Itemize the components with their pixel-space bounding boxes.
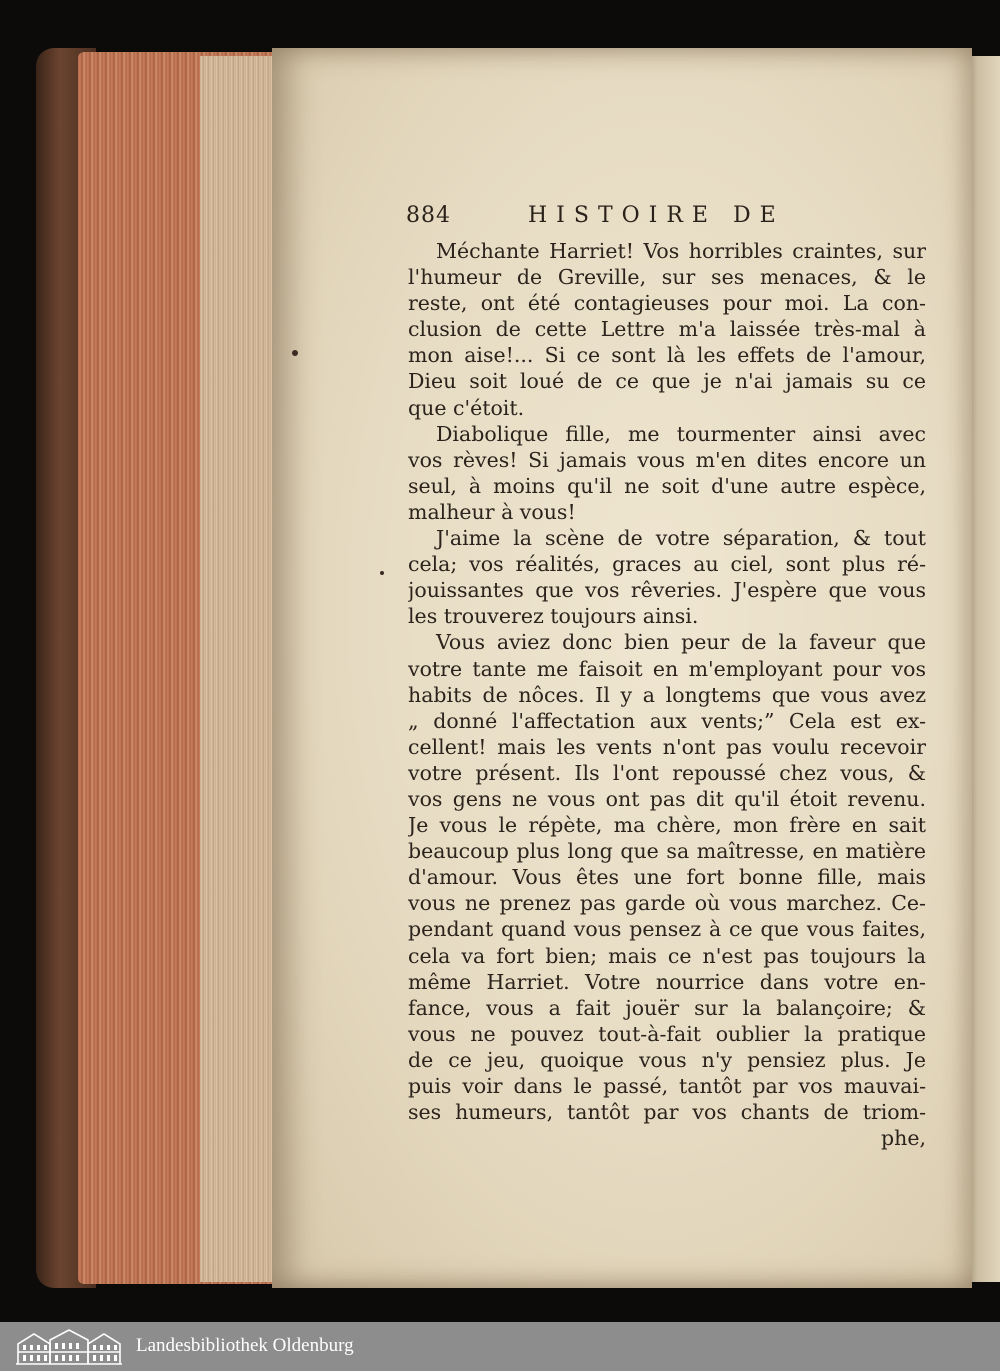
text-line: Dieu soit loué de ce que je n'ai jamais su ce [408, 369, 926, 394]
text-line: vos rèves! Si jamais vous m'en dites encore un [408, 447, 926, 472]
running-head-title: HISTOIRE DE [528, 203, 785, 228]
footer-bar [0, 1322, 1000, 1371]
text-line: fance, vous a fait jouër sur la balançoire; & [408, 995, 926, 1020]
text-line: vos gens ne vous ont pas dit qu'il étoit revenu. [408, 786, 926, 811]
text-line: ses humeurs, tantôt par vos chants de triom- [408, 1100, 926, 1125]
text-line: cela va fort bien; mais ce n'est pas toujours la [408, 943, 926, 968]
text-line: mon aise!... Si ce sont là les effets de l'amour, [408, 343, 926, 368]
text-line: cela; vos réalités, graces au ciel, sont plus ré- [408, 552, 926, 577]
text-line: clusion de cette Lettre m'a laissée très-mal à [408, 317, 926, 342]
catchword: phe, [881, 1126, 926, 1151]
text-line: Méchante Harriet! Vos horribles craintes, sur [436, 239, 926, 263]
text-line: malheur à vous! [408, 499, 576, 524]
institution-name: Landesbibliothek Oldenburg [136, 1335, 354, 1356]
running-head [272, 203, 972, 239]
text-line: puis voir dans le passé, tantôt par vos mauvai- [408, 1074, 926, 1098]
book-page [272, 48, 972, 1288]
text-line: pendant quand vous pensez à ce que vous faites, [408, 917, 926, 942]
margin-mark [380, 571, 384, 575]
text-line: jouissantes que vos rêveries. J'espère que vous [408, 578, 926, 603]
text-line: Je vous le répète, ma chère, mon frère en sait [408, 813, 926, 838]
text-line: vous ne pouvez tout-à-fait oublier la pratique [408, 1021, 926, 1046]
text-line: seul, à moins qu'il ne soit d'une autre espèce, [408, 473, 926, 498]
text-line: d'amour. Vous êtes une fort bonne fille, mais [408, 865, 926, 890]
text-line: vous ne prenez pas garde où vous marchez. Ce- [408, 891, 926, 916]
text-line: même Harriet. Votre nourrice dans votre en- [408, 969, 926, 994]
text-line: les trouverez toujours ainsi. [408, 604, 699, 629]
text-line: beaucoup plus long que sa maîtresse, en matière [408, 839, 926, 864]
text-line: „ donné l'affectation aux vents;” Cela est ex- [408, 708, 926, 733]
text-line: votre présent. Ils l'ont repoussé chez vous, & [408, 760, 926, 785]
text-line: habits de nôces. Il y a longtems que vous avez [408, 682, 926, 707]
page-number: 884 [406, 203, 451, 228]
text-line: Diabolique fille, me tourmenter ainsi avec [436, 421, 926, 446]
library-building-icon [14, 1328, 124, 1366]
text-line: cellent! mais les vents n'ont pas voulu recevoir [408, 734, 926, 759]
body-text [408, 238, 926, 1151]
text-line: reste, ont été contagieuses pour moi. La con- [408, 291, 926, 316]
text-line: votre tante me faisoit en m'employant pour vos [408, 656, 926, 681]
page-edges-inner [200, 56, 280, 1282]
text-line: J'aime la scène de votre séparation, & tout [436, 526, 926, 551]
text-line: de ce jeu, quoique vous n'y pensiez plus. Je [408, 1047, 926, 1072]
margin-mark [292, 350, 298, 356]
text-line: que c'étoit. [408, 395, 525, 420]
text-line: Vous aviez donc bien peur de la faveur que [436, 630, 926, 655]
text-line: l'humeur de Greville, sur ses menaces, & le [408, 265, 926, 290]
